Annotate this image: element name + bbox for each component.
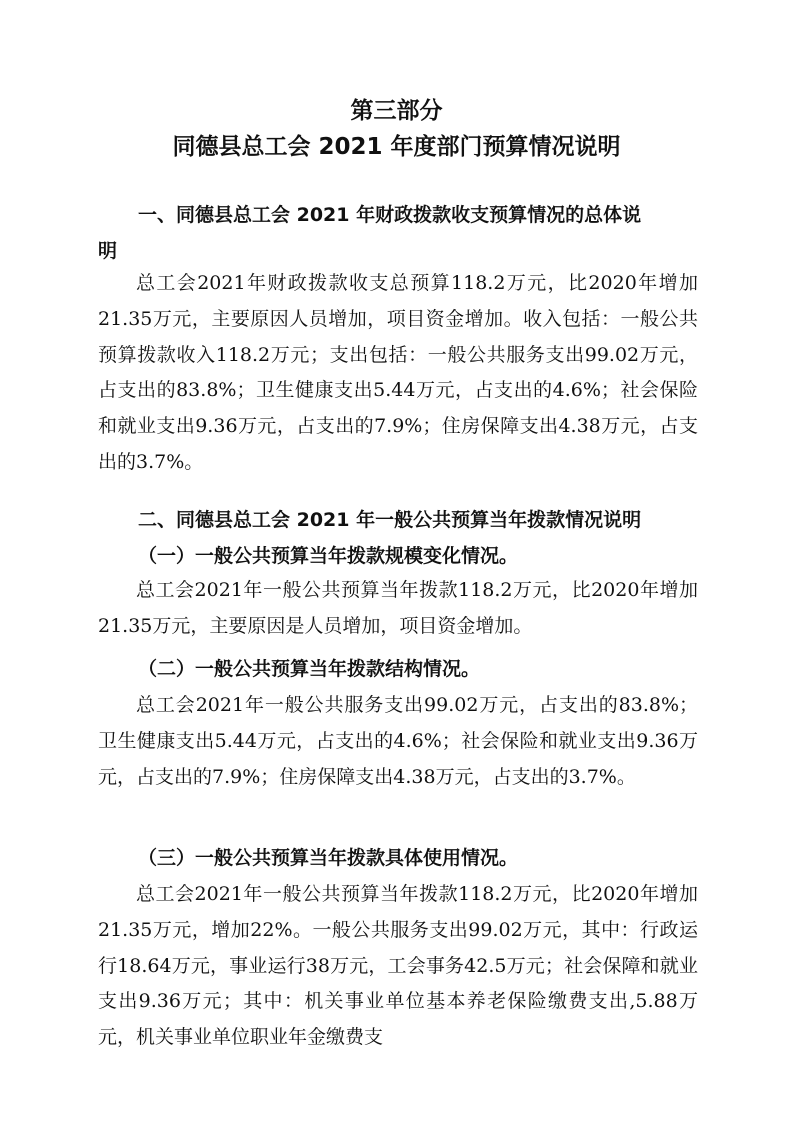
subsection1-paragraph: 总工会2021年一般公共预算当年拨款118.2万元，比2020年增加21.35万元，主要原因是人员增加，项目资金增加。 xyxy=(98,579,698,637)
section2-heading: 二、同德县总工会 2021 年一般公共预算当年拨款情况说明 xyxy=(138,509,642,531)
document-title: 同德县总工会 2021 年度部门预算情况说明 xyxy=(172,134,621,160)
section1-heading: 一、同德县总工会 2021 年财政拨款收支预算情况的总体说 xyxy=(138,204,642,226)
subsection1-heading: （一）一般公共预算当年拨款规模变化情况。 xyxy=(138,545,519,567)
subsection2-paragraph: 总工会2021年一般公共服务支出99.02万元，占支出的83.8%；卫生健康支出5.44万元，占支出的4.6%；社会保险和就业支出9.36万元，占支出的7.9%；住房保障支出4.38万元，占支出的3.7%。 xyxy=(98,694,698,788)
subsection2-heading: （二）一般公共预算当年拨款结构情况。 xyxy=(138,658,481,680)
part-title: 第三部分 xyxy=(350,98,443,124)
section1-paragraph: 总工会2021年财政拨款收支总预算118.2万元，比2020年增加21.35万元，主要原因人员增加，项目资金增加。收入包括：一般公共预算拨款收入118.2万元；支出包括：一般公共服务支出99.02万元，占支出的83.8%；卫生健康支出5.44万元，占支出的4.6%；社会保险和就业支出9.36万元，占支出的7.9%；住房保障支出4.38万元，占支出的3.7%。 xyxy=(98,272,698,473)
subsection3-heading: （三）一般公共预算当年拨款具体使用情况。 xyxy=(138,847,519,869)
subsection3-paragraph: 总工会2021年一般公共预算当年拨款118.2万元，比2020年增加21.35万元，增加22%。一般公共服务支出99.02万元，其中：行政运行18.64万元，事业运行38万元，工会事务42.5万元；社会保障和就业支出9.36万元；其中：机关事业单位基本养老保险缴费支出,5.88万元，机关事业单位职业年金缴费支 xyxy=(98,883,698,1049)
section1-heading-continued: 明 xyxy=(98,240,118,262)
